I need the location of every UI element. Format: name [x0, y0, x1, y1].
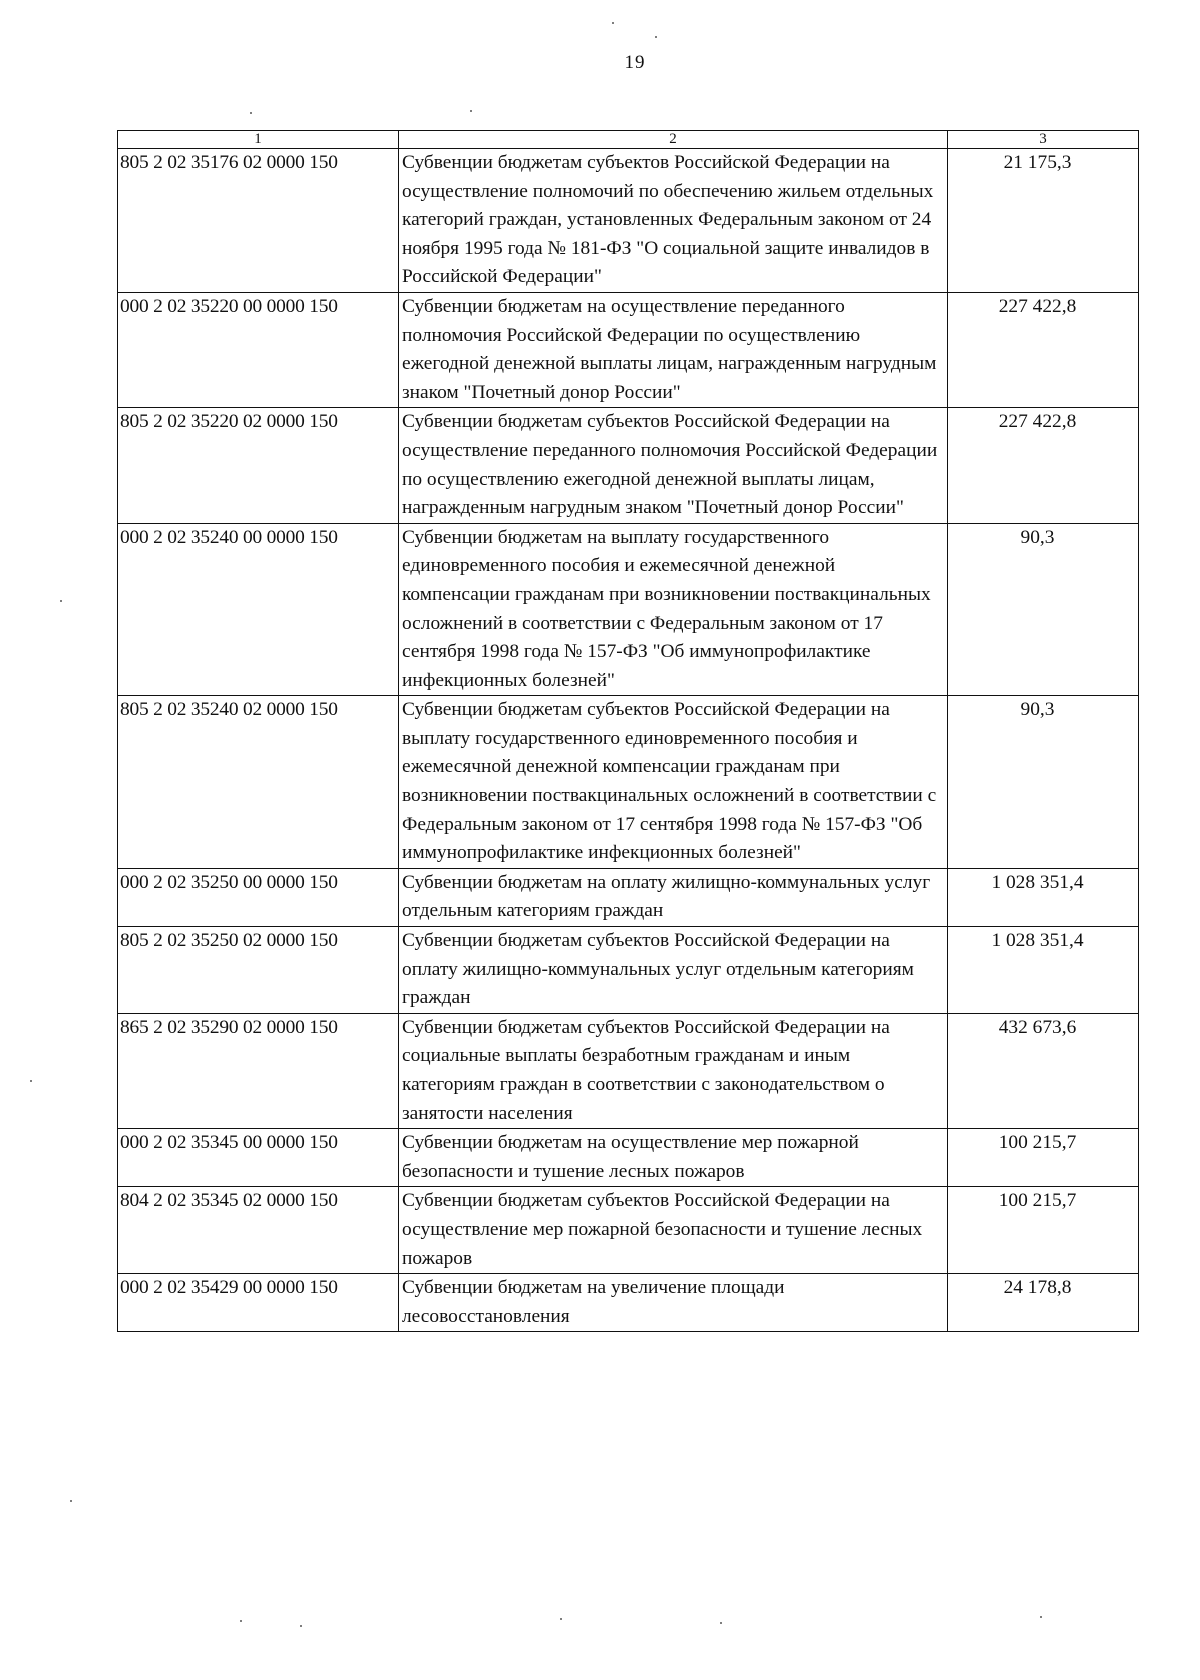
scan-speck [70, 1500, 72, 1502]
column-header-2: 2 [399, 131, 948, 149]
table-row [118, 1274, 1139, 1332]
description-cell: Субвенции бюджетам на оплату жилищно-коммунальных услуг отдельным категориям граждан [399, 868, 948, 926]
table-row [118, 292, 1139, 407]
description-cell: Субвенции бюджетам на осуществление мер пожарной безопасности и тушение лесных пожаров [399, 1129, 948, 1187]
scan-speck [300, 1625, 302, 1627]
table-row [118, 408, 1139, 523]
budget-table [117, 130, 1139, 1332]
budget-code-cell: 805 2 02 35240 02 0000 150 [118, 696, 399, 869]
description-cell: Субвенции бюджетам субъектов Российской Федерации на осуществление переданного полномочия Российской Федерации по осуществлению ежегодной денежной выплаты лицам, награжденным нагрудным знаком "Почетный донор России" [399, 408, 948, 523]
scan-speck [720, 1622, 722, 1624]
scan-speck [612, 22, 614, 24]
amount-cell: 1 028 351,4 [948, 868, 1139, 926]
description-cell: Субвенции бюджетам субъектов Российской Федерации на осуществление мер пожарной безопасности и тушение лесных пожаров [399, 1187, 948, 1274]
table-row [118, 1013, 1139, 1128]
amount-cell: 24 178,8 [948, 1274, 1139, 1332]
table-row [118, 1129, 1139, 1187]
amount-cell: 227 422,8 [948, 408, 1139, 523]
scan-speck [470, 110, 472, 112]
scan-speck [30, 1080, 32, 1082]
table-row [118, 149, 1139, 293]
amount-cell: 21 175,3 [948, 149, 1139, 293]
description-cell: Субвенции бюджетам субъектов Российской Федерации на социальные выплаты безработным гражданам и иным категориям граждан в соответствии с законодательством о занятости населения [399, 1013, 948, 1128]
budget-code-cell: 000 2 02 35240 00 0000 150 [118, 523, 399, 696]
table-row [118, 696, 1139, 869]
description-cell: Субвенции бюджетам на увеличение площади лесовосстановления [399, 1274, 948, 1332]
table-row [118, 1187, 1139, 1274]
amount-cell: 227 422,8 [948, 292, 1139, 407]
budget-code-cell: 804 2 02 35345 02 0000 150 [118, 1187, 399, 1274]
table-header-row [118, 131, 1139, 149]
scan-speck [560, 1618, 562, 1620]
budget-code-cell: 805 2 02 35250 02 0000 150 [118, 927, 399, 1014]
column-header-3: 3 [948, 131, 1139, 149]
description-cell: Субвенции бюджетам субъектов Российской Федерации на оплату жилищно-коммунальных услуг отдельным категориям граждан [399, 927, 948, 1014]
budget-code-cell: 000 2 02 35429 00 0000 150 [118, 1274, 399, 1332]
description-cell: Субвенции бюджетам на осуществление переданного полномочия Российской Федерации по осуществлению ежегодной денежной выплаты лицам, награжденным нагрудным знаком "Почетный донор России" [399, 292, 948, 407]
table-row [118, 927, 1139, 1014]
description-cell: Субвенции бюджетам субъектов Российской Федерации на выплату государственного единовременного пособия и ежемесячной денежной компенсации гражданам при возникновении поствакцинальных осложнений в соответствии с Федеральным законом от 17 сентября 1998 года № 157-ФЗ "Об иммунопрофилактике инфекционных болезней" [399, 696, 948, 869]
table-row [118, 523, 1139, 696]
amount-cell: 1 028 351,4 [948, 927, 1139, 1014]
budget-code-cell: 865 2 02 35290 02 0000 150 [118, 1013, 399, 1128]
amount-cell: 90,3 [948, 696, 1139, 869]
budget-code-cell: 000 2 02 35220 00 0000 150 [118, 292, 399, 407]
scan-speck [60, 600, 62, 602]
amount-cell: 100 215,7 [948, 1187, 1139, 1274]
scan-speck [655, 36, 657, 38]
budget-code-cell: 000 2 02 35345 00 0000 150 [118, 1129, 399, 1187]
scan-speck [240, 1620, 242, 1622]
description-cell: Субвенции бюджетам субъектов Российской Федерации на осуществление полномочий по обеспечению жильем отдельных категорий граждан, установленных Федеральным законом от 24 ноября 1995 года № 181-ФЗ "О социальной защите инвалидов в Российской Федерации" [399, 149, 948, 293]
page-number: 19 [624, 52, 646, 73]
scan-speck [250, 112, 252, 114]
amount-cell: 432 673,6 [948, 1013, 1139, 1128]
budget-code-cell: 000 2 02 35250 00 0000 150 [118, 868, 399, 926]
column-header-1: 1 [118, 131, 399, 149]
budget-code-cell: 805 2 02 35176 02 0000 150 [118, 149, 399, 293]
scan-speck [1040, 1616, 1042, 1618]
budget-code-cell: 805 2 02 35220 02 0000 150 [118, 408, 399, 523]
amount-cell: 90,3 [948, 523, 1139, 696]
table-row [118, 868, 1139, 926]
description-cell: Субвенции бюджетам на выплату государственного единовременного пособия и ежемесячной денежной компенсации гражданам при возникновении поствакцинальных осложнений в соответствии с Федеральным законом от 17 сентября 1998 года № 157-ФЗ "Об иммунопрофилактике инфекционных болезней" [399, 523, 948, 696]
amount-cell: 100 215,7 [948, 1129, 1139, 1187]
